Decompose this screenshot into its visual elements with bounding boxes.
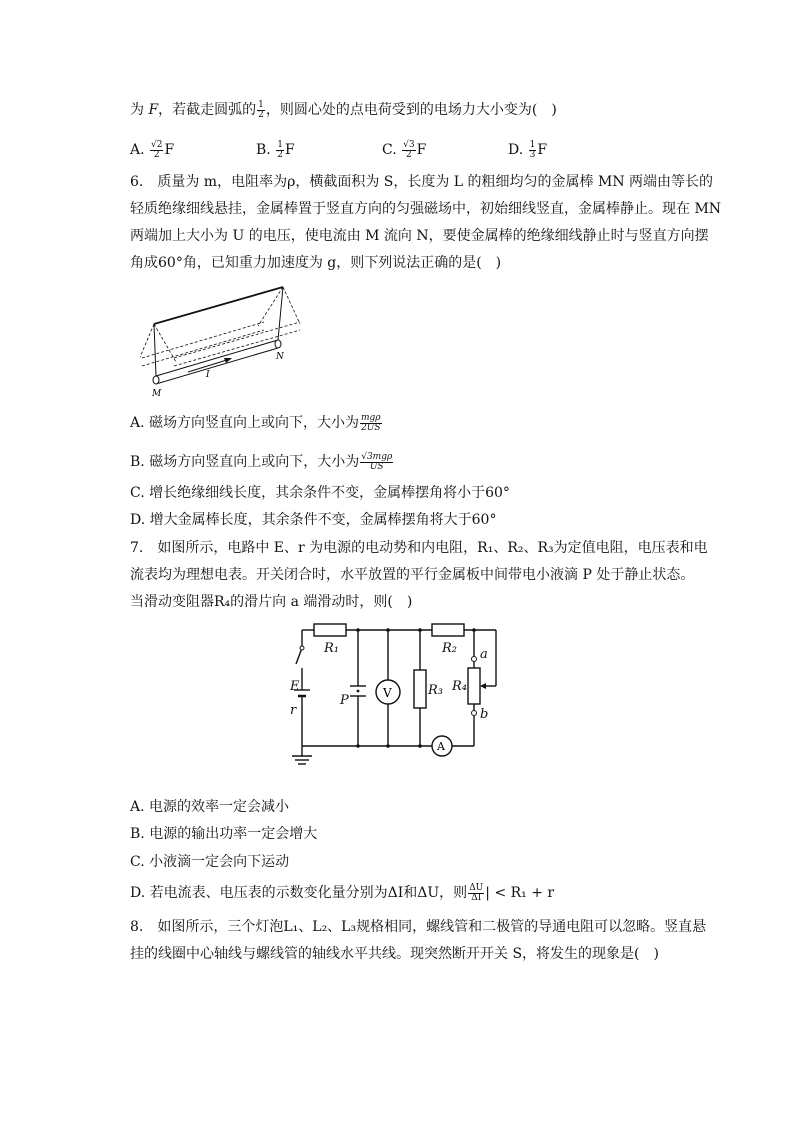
q5-text-a: 为 [130,102,149,118]
q7-stem-line-3: 当滑动变阻器R₄的滑片向 a 端滑动时，则( ) [130,594,413,610]
droplet-p [357,690,360,693]
option-letter: C. [382,142,397,158]
frac-den: 2 [277,149,283,160]
frac-num: mgρ [361,412,381,423]
label-ammeter: A [437,740,445,753]
top-support [154,287,283,324]
q7-option-a[interactable]: A. 电源的效率一定会减小 [130,799,290,815]
frac-den: US [369,461,384,472]
q5-option-d[interactable] [508,140,547,160]
option-fraction [529,141,537,160]
label-N: N [276,352,284,362]
frac-den: ΔI [471,892,482,903]
frac-num: ΔU [469,882,484,893]
dashed-rod-2 [142,330,264,366]
option-text: A. 磁场方向竖直向上或向下，大小为 [130,415,360,431]
option-fraction [276,141,284,160]
dashed-string-2 [154,324,176,362]
option-text: B. 磁场方向竖直向上或向下，大小为 [130,454,360,470]
resistor-r1 [314,624,346,636]
q7-option-b[interactable]: B. 电源的输出功率一定会增大 [130,826,318,842]
junction [386,628,390,632]
dashed-string-4 [283,287,300,324]
label-e: E [290,679,300,694]
terminal-a [472,657,477,662]
option-text: D. 若电流表、电压表的示数变化量分别为ΔI和ΔU，则 [130,885,468,901]
resistor-r2 [432,624,464,636]
label-r: r [290,703,297,718]
label-r1: R₁ [324,641,339,656]
switch-terminal [300,646,304,650]
q6-rod-figure [140,282,310,398]
q7-stem-line-2: 流表均为理想电表。开关闭合时，水平放置的平行金属板中间带电小液滴 P 处于静止状态。 [130,567,695,583]
q6-option-c[interactable]: C. 增长绝缘细线长度，其余条件不变，金属棒摆角将小于60° [130,485,510,501]
q5-text-c: ，则圆心处的点电荷受到的电场力大小变为( ) [265,102,557,118]
q8-stem-line-1: 8. 如图所示，三个灯泡L₁、L₂、L₃规格相同，螺线管和二极管的导通电阻可以忽略。竖直悬 [130,919,707,935]
resistor-r3 [414,670,426,708]
slider-arrow [480,683,486,689]
junction [472,628,476,632]
frac-num: 1 [277,139,283,150]
q5-text-b: ，若截走圆弧的 [158,102,257,118]
junction [418,744,422,748]
q6-option-b[interactable] [130,452,394,472]
frac-num: √2 [151,139,163,150]
label-v: V [383,686,392,700]
q6-stem-line-3: 两端加上大小为 U 的电压，使电流由 M 流向 N，要使金属棒的绝缘细线静止时与竖直方向摆 [130,228,709,244]
option-letter: B. [256,142,271,158]
junction [356,628,360,632]
label-a: a [480,647,488,662]
option-text-tail: | < R₁ + r [485,885,555,901]
q6-option-a[interactable] [130,413,383,433]
label-r4: R₄ [452,679,467,694]
option-fraction [150,141,163,160]
switch [296,648,302,664]
option-fraction [402,141,415,160]
junction [418,628,422,632]
rod-end-n [275,340,281,348]
rod-end-m [153,376,159,384]
q5-fraction [257,101,265,120]
q7-circuit-diagram [280,618,510,778]
dashed-rod-1 [142,322,264,358]
q5-frac-den: 2 [258,109,264,120]
frac-num: √3 [403,139,415,150]
q5-frac-num: 1 [258,99,264,110]
option-letter: D. [508,142,524,158]
option-unit: F [537,142,548,158]
junction [356,744,360,748]
option-unit: F [284,142,295,158]
label-r3: R₃ [428,683,443,698]
option-fraction [360,414,382,433]
option-letter: A. [130,142,145,158]
option-unit: F [416,142,427,158]
frac-den: 2 [405,149,412,160]
label-M: M [152,389,162,398]
frac-num: √3mgρ [361,451,393,462]
q5-symbol-F: F [148,102,159,118]
option-unit: F [164,142,175,158]
q5-option-c[interactable] [382,140,426,160]
q7-option-c[interactable]: C. 小液滴一定会向下运动 [130,854,290,870]
label-p: P [340,693,349,708]
rheostat-r4 [468,668,480,704]
q6-option-d[interactable]: D. 增大金属棒长度，其余条件不变，金属棒摆角将大于60° [130,512,497,528]
q6-stem-line-4: 角成60°角，已知重力加速度为 g，则下列说法正确的是( ) [130,255,502,271]
string-n [278,287,283,340]
q7-option-d[interactable] [130,883,554,903]
q5-option-b[interactable] [256,140,295,160]
q5-stem-line [130,100,557,120]
string-m [154,324,156,376]
option-fraction [360,453,393,472]
label-r2: R₂ [442,641,457,656]
terminal-b [472,711,477,716]
q5-option-a[interactable] [130,140,174,160]
frac-num: 1 [529,139,536,150]
label-b: b [480,707,489,722]
label-I: I [206,370,210,380]
q6-stem-line-2: 轻质绝缘细线悬挂，金属棒置于竖直方向的匀强磁场中，初始细线竖直，金属棒静止。现在 MN [130,201,722,217]
frac-den: 3 [529,149,536,160]
frac-den: 2 [153,149,160,160]
q6-stem-line-1: 6. 质量为 m，电阻率为ρ，横截面积为 S，长度为 L 的粗细均匀的金属棒 MN 两端由等长的 [130,174,714,190]
frac-den: 2US [361,422,381,433]
junction [386,744,390,748]
q7-stem-line-1: 7. 如图所示，电路中 E、r 为电源的电动势和内电阻，R₁、R₂、R₃为定值电阻，电压表和电 [130,540,708,556]
q8-stem-line-2: 挂的线圈中心轴线与螺线管的轴线水平共线。现突然断开开关 S，将发生的现象是( ) [130,946,659,962]
option-fraction [468,884,484,903]
